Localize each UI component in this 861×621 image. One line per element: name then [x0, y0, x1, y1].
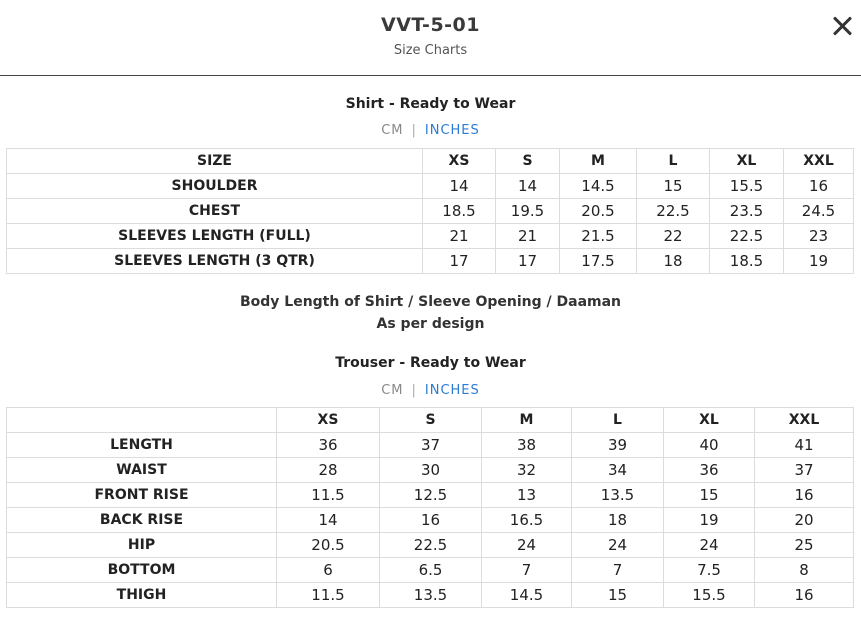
note-line-1: Body Length of Shirt / Sleeve Opening / Daaman [239, 294, 622, 310]
table-cell: 14 [423, 174, 496, 199]
row-label: WAIST [7, 458, 277, 483]
table-row [7, 583, 854, 608]
table-cell: 21 [496, 224, 560, 249]
table-cell: 25 [755, 533, 854, 558]
table-row [7, 483, 854, 508]
row-label: BACK RISE [7, 508, 277, 533]
table-cell: 34 [572, 458, 664, 483]
unit-separator: | [411, 383, 417, 398]
close-icon[interactable] [830, 13, 856, 39]
table-cell: 15.5 [710, 174, 784, 199]
column-header-size: XL [664, 408, 755, 433]
table-row [7, 558, 854, 583]
row-label: SLEEVES LENGTH (3 QTR) [7, 249, 423, 274]
table-cell: 39 [572, 433, 664, 458]
row-label: LENGTH [7, 433, 277, 458]
table-cell: 22.5 [380, 533, 482, 558]
row-label: CHEST [7, 199, 423, 224]
table-cell: 20.5 [560, 199, 637, 224]
table-cell: 22.5 [710, 224, 784, 249]
table-cell: 36 [277, 433, 380, 458]
table-cell: 7 [482, 558, 572, 583]
table-cell: 7.5 [664, 558, 755, 583]
table-cell: 6.5 [380, 558, 482, 583]
page-title: VVT-5-01 [380, 14, 480, 36]
row-label: SLEEVES LENGTH (FULL) [7, 224, 423, 249]
column-header-size: M [482, 408, 572, 433]
shirt-unit-inches[interactable]: INCHES [424, 123, 480, 138]
table-cell: 24.5 [784, 199, 854, 224]
modal-header [0, 0, 861, 76]
column-header-size: XXL [755, 408, 854, 433]
trouser-unit-toggle [0, 383, 861, 398]
table-cell: 24 [664, 533, 755, 558]
column-header-size: XXL [784, 149, 854, 174]
table-cell: 18.5 [423, 199, 496, 224]
table-row [7, 249, 854, 274]
table-cell: 13.5 [572, 483, 664, 508]
row-label: SHOULDER [7, 174, 423, 199]
table-cell: 37 [380, 433, 482, 458]
table-cell: 16 [755, 483, 854, 508]
column-header-label [7, 408, 277, 433]
table-cell: 24 [572, 533, 664, 558]
table-cell: 20.5 [277, 533, 380, 558]
table-cell: 36 [664, 458, 755, 483]
column-header-size: M [560, 149, 637, 174]
table-cell: 24 [482, 533, 572, 558]
table-cell: 15 [637, 174, 710, 199]
row-label: FRONT RISE [7, 483, 277, 508]
note-line-2: As per design [376, 316, 485, 332]
page-subtitle: Size Charts [393, 43, 468, 58]
table-cell: 7 [572, 558, 664, 583]
column-header-size: L [637, 149, 710, 174]
table-cell: 14 [496, 174, 560, 199]
shirt-size-table [6, 148, 854, 274]
table-cell: 17 [496, 249, 560, 274]
table-cell: 16 [755, 583, 854, 608]
table-cell: 19.5 [496, 199, 560, 224]
table-cell: 13 [482, 483, 572, 508]
table-cell: 18 [572, 508, 664, 533]
table-cell: 6 [277, 558, 380, 583]
table-cell: 14.5 [482, 583, 572, 608]
table-cell: 15 [664, 483, 755, 508]
table-row [7, 458, 854, 483]
table-cell: 11.5 [277, 483, 380, 508]
column-header-size: L [572, 408, 664, 433]
table-cell: 30 [380, 458, 482, 483]
table-cell: 15 [572, 583, 664, 608]
table-cell: 20 [755, 508, 854, 533]
unit-separator: | [411, 123, 417, 138]
column-header-size: S [496, 149, 560, 174]
table-cell: 12.5 [380, 483, 482, 508]
table-row [7, 224, 854, 249]
table-cell: 17.5 [560, 249, 637, 274]
table-cell: 11.5 [277, 583, 380, 608]
column-header-size: S [380, 408, 482, 433]
table-row [7, 533, 854, 558]
table-cell: 41 [755, 433, 854, 458]
table-row [7, 174, 854, 199]
table-cell: 19 [784, 249, 854, 274]
table-cell: 15.5 [664, 583, 755, 608]
trouser-section-title: Trouser - Ready to Wear [335, 355, 526, 371]
table-header-row [7, 408, 854, 433]
table-cell: 37 [755, 458, 854, 483]
table-cell: 28 [277, 458, 380, 483]
trouser-unit-cm[interactable]: CM [381, 383, 404, 398]
table-row [7, 433, 854, 458]
table-cell: 23 [784, 224, 854, 249]
table-cell: 13.5 [380, 583, 482, 608]
row-label: THIGH [7, 583, 277, 608]
table-header-row [7, 149, 854, 174]
column-header-size: XS [423, 149, 496, 174]
table-row [7, 508, 854, 533]
table-cell: 32 [482, 458, 572, 483]
table-cell: 21.5 [560, 224, 637, 249]
shirt-section-title: Shirt - Ready to Wear [345, 96, 516, 112]
table-cell: 16 [380, 508, 482, 533]
table-cell: 21 [423, 224, 496, 249]
shirt-unit-toggle [0, 123, 861, 138]
row-label: HIP [7, 533, 277, 558]
table-cell: 22 [637, 224, 710, 249]
table-cell: 22.5 [637, 199, 710, 224]
table-cell: 40 [664, 433, 755, 458]
table-cell: 17 [423, 249, 496, 274]
table-cell: 14.5 [560, 174, 637, 199]
table-cell: 14 [277, 508, 380, 533]
table-cell: 19 [664, 508, 755, 533]
column-header-size: XS [277, 408, 380, 433]
trouser-unit-inches[interactable]: INCHES [424, 383, 480, 398]
table-cell: 16.5 [482, 508, 572, 533]
shirt-unit-cm[interactable]: CM [381, 123, 404, 138]
table-cell: 18 [637, 249, 710, 274]
table-row [7, 199, 854, 224]
table-cell: 16 [784, 174, 854, 199]
table-cell: 38 [482, 433, 572, 458]
column-header-label: SIZE [7, 149, 423, 174]
column-header-size: XL [710, 149, 784, 174]
row-label: BOTTOM [7, 558, 277, 583]
trouser-size-table [6, 407, 854, 608]
table-cell: 23.5 [710, 199, 784, 224]
table-cell: 8 [755, 558, 854, 583]
table-cell: 18.5 [710, 249, 784, 274]
